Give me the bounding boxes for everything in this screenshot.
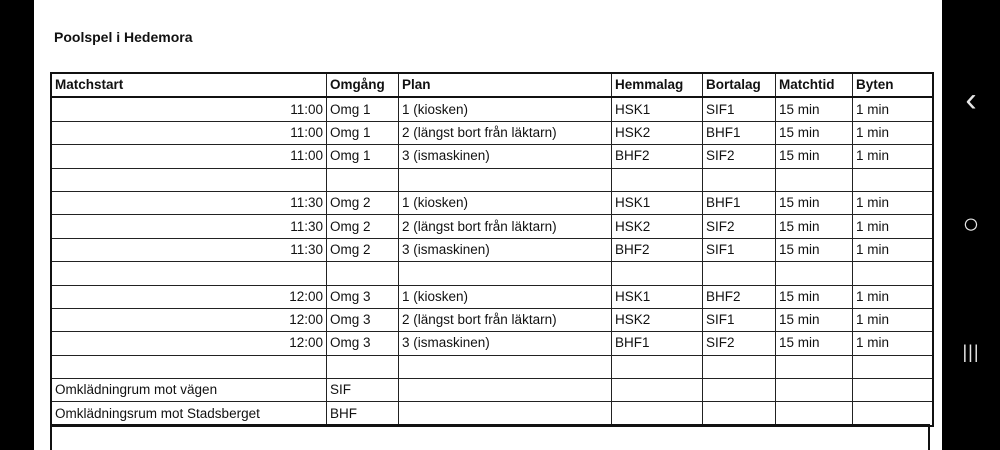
cell-matchtid	[776, 355, 853, 378]
cell-bortalag: BHF1	[703, 121, 776, 144]
cell-empty	[399, 379, 612, 402]
cell-plan	[399, 355, 612, 378]
cell-omgang: Omg 1	[327, 97, 399, 121]
cell-matchstart: 11:00	[51, 145, 327, 168]
cell-room-team: BHF	[327, 402, 399, 426]
cell-matchstart	[51, 355, 327, 378]
cell-room-team: SIF	[327, 379, 399, 402]
next-table-edge	[50, 424, 930, 450]
home-icon[interactable]: ○	[962, 208, 980, 239]
header-matchtid: Matchtid	[776, 73, 853, 97]
back-icon[interactable]: ‹	[965, 80, 977, 119]
cell-plan: 2 (längst bort från läktarn)	[399, 121, 612, 144]
cell-byten	[853, 355, 934, 378]
cell-bortalag: BHF2	[703, 285, 776, 308]
cell-hemmalag: BHF1	[612, 332, 703, 355]
cell-matchtid: 15 min	[776, 238, 853, 261]
cell-matchstart	[51, 262, 327, 285]
cell-omgang	[327, 262, 399, 285]
cell-plan: 1 (kiosken)	[399, 191, 612, 214]
cell-hemmalag: HSK2	[612, 121, 703, 144]
document-page	[34, 0, 942, 450]
cell-empty	[612, 379, 703, 402]
cell-byten: 1 min	[853, 97, 934, 121]
cell-bortalag: SIF1	[703, 97, 776, 121]
cell-matchstart: 11:30	[51, 215, 327, 238]
cell-byten: 1 min	[853, 215, 934, 238]
cell-matchtid: 15 min	[776, 191, 853, 214]
header-bortalag: Bortalag	[703, 73, 776, 97]
table-row	[51, 262, 933, 285]
header-omgang: Omgång	[327, 73, 399, 97]
cell-hemmalag: BHF2	[612, 238, 703, 261]
cell-plan: 3 (ismaskinen)	[399, 145, 612, 168]
cell-hemmalag	[612, 262, 703, 285]
cell-matchstart: 11:00	[51, 97, 327, 121]
cell-hemmalag: BHF2	[612, 145, 703, 168]
cell-byten: 1 min	[853, 332, 934, 355]
cell-omgang: Omg 1	[327, 121, 399, 144]
cell-empty	[853, 402, 934, 426]
cell-omgang: Omg 3	[327, 285, 399, 308]
cell-empty	[399, 402, 612, 426]
cell-plan: 2 (längst bort från läktarn)	[399, 215, 612, 238]
cell-matchtid: 15 min	[776, 308, 853, 331]
cell-hemmalag	[612, 355, 703, 378]
cell-hemmalag: HSK1	[612, 191, 703, 214]
cell-plan: 2 (längst bort från läktarn)	[399, 308, 612, 331]
cell-plan: 1 (kiosken)	[399, 285, 612, 308]
cell-bortalag	[703, 168, 776, 191]
cell-matchtid: 15 min	[776, 332, 853, 355]
cell-matchtid: 15 min	[776, 121, 853, 144]
cell-bortalag	[703, 262, 776, 285]
cell-hemmalag: HSK1	[612, 97, 703, 121]
recent-apps-icon[interactable]: |||	[962, 341, 980, 362]
cell-empty	[776, 379, 853, 402]
cell-matchtid: 15 min	[776, 215, 853, 238]
cell-matchstart: 11:00	[51, 121, 327, 144]
table-row	[51, 238, 933, 261]
cell-plan	[399, 168, 612, 191]
table-row	[51, 285, 933, 308]
table-footer-row	[51, 402, 933, 426]
cell-byten: 1 min	[853, 121, 934, 144]
cell-room: Omklädningrum mot vägen	[51, 379, 327, 402]
cell-matchtid: 15 min	[776, 145, 853, 168]
table-row	[51, 168, 933, 191]
cell-plan: 1 (kiosken)	[399, 97, 612, 121]
table-row	[51, 191, 933, 214]
cell-bortalag: SIF2	[703, 332, 776, 355]
header-hemmalag: Hemmalag	[612, 73, 703, 97]
cell-bortalag	[703, 355, 776, 378]
system-nav-bar	[942, 0, 1000, 450]
table-row	[51, 145, 933, 168]
table-footer-row	[51, 379, 933, 402]
cell-room: Omklädningsrum mot Stadsberget	[51, 402, 327, 426]
cell-bortalag: SIF2	[703, 215, 776, 238]
cell-omgang: Omg 2	[327, 238, 399, 261]
cell-empty	[703, 379, 776, 402]
cell-byten: 1 min	[853, 145, 934, 168]
cell-byten: 1 min	[853, 285, 934, 308]
cell-plan: 3 (ismaskinen)	[399, 238, 612, 261]
cell-matchtid: 15 min	[776, 285, 853, 308]
cell-matchstart: 12:00	[51, 285, 327, 308]
header-plan: Plan	[399, 73, 612, 97]
cell-omgang	[327, 168, 399, 191]
table-row	[51, 355, 933, 378]
cell-matchstart: 12:00	[51, 308, 327, 331]
table-row	[51, 215, 933, 238]
cell-matchtid: 15 min	[776, 97, 853, 121]
table-row	[51, 332, 933, 355]
table-row	[51, 97, 933, 121]
cell-omgang: Omg 3	[327, 332, 399, 355]
cell-omgang	[327, 355, 399, 378]
table-row	[51, 121, 933, 144]
cell-bortalag: BHF1	[703, 191, 776, 214]
cell-omgang: Omg 3	[327, 308, 399, 331]
cell-byten: 1 min	[853, 238, 934, 261]
cell-omgang: Omg 1	[327, 145, 399, 168]
cell-omgang: Omg 2	[327, 191, 399, 214]
cell-bortalag: SIF1	[703, 238, 776, 261]
cell-matchtid	[776, 262, 853, 285]
cell-matchstart: 11:30	[51, 238, 327, 261]
cell-matchtid	[776, 168, 853, 191]
cell-matchstart: 12:00	[51, 332, 327, 355]
cell-byten: 1 min	[853, 191, 934, 214]
cell-hemmalag: HSK1	[612, 285, 703, 308]
table-row	[51, 308, 933, 331]
cell-matchstart: 11:30	[51, 191, 327, 214]
cell-matchstart	[51, 168, 327, 191]
cell-byten	[853, 168, 934, 191]
cell-empty	[853, 379, 934, 402]
header-matchstart: Matchstart	[51, 73, 327, 97]
cell-bortalag: SIF2	[703, 145, 776, 168]
cell-empty	[776, 402, 853, 426]
cell-plan: 3 (ismaskinen)	[399, 332, 612, 355]
cell-hemmalag: HSK2	[612, 308, 703, 331]
cell-omgang: Omg 2	[327, 215, 399, 238]
cell-empty	[612, 402, 703, 426]
cell-bortalag: SIF1	[703, 308, 776, 331]
cell-byten	[853, 262, 934, 285]
cell-hemmalag	[612, 168, 703, 191]
table-header-row	[51, 73, 933, 97]
document-title: Poolspel i Hedemora	[54, 29, 193, 45]
cell-hemmalag: HSK2	[612, 215, 703, 238]
header-byten: Byten	[853, 73, 934, 97]
cell-plan	[399, 262, 612, 285]
cell-byten: 1 min	[853, 308, 934, 331]
schedule-table	[50, 72, 934, 427]
cell-empty	[703, 402, 776, 426]
